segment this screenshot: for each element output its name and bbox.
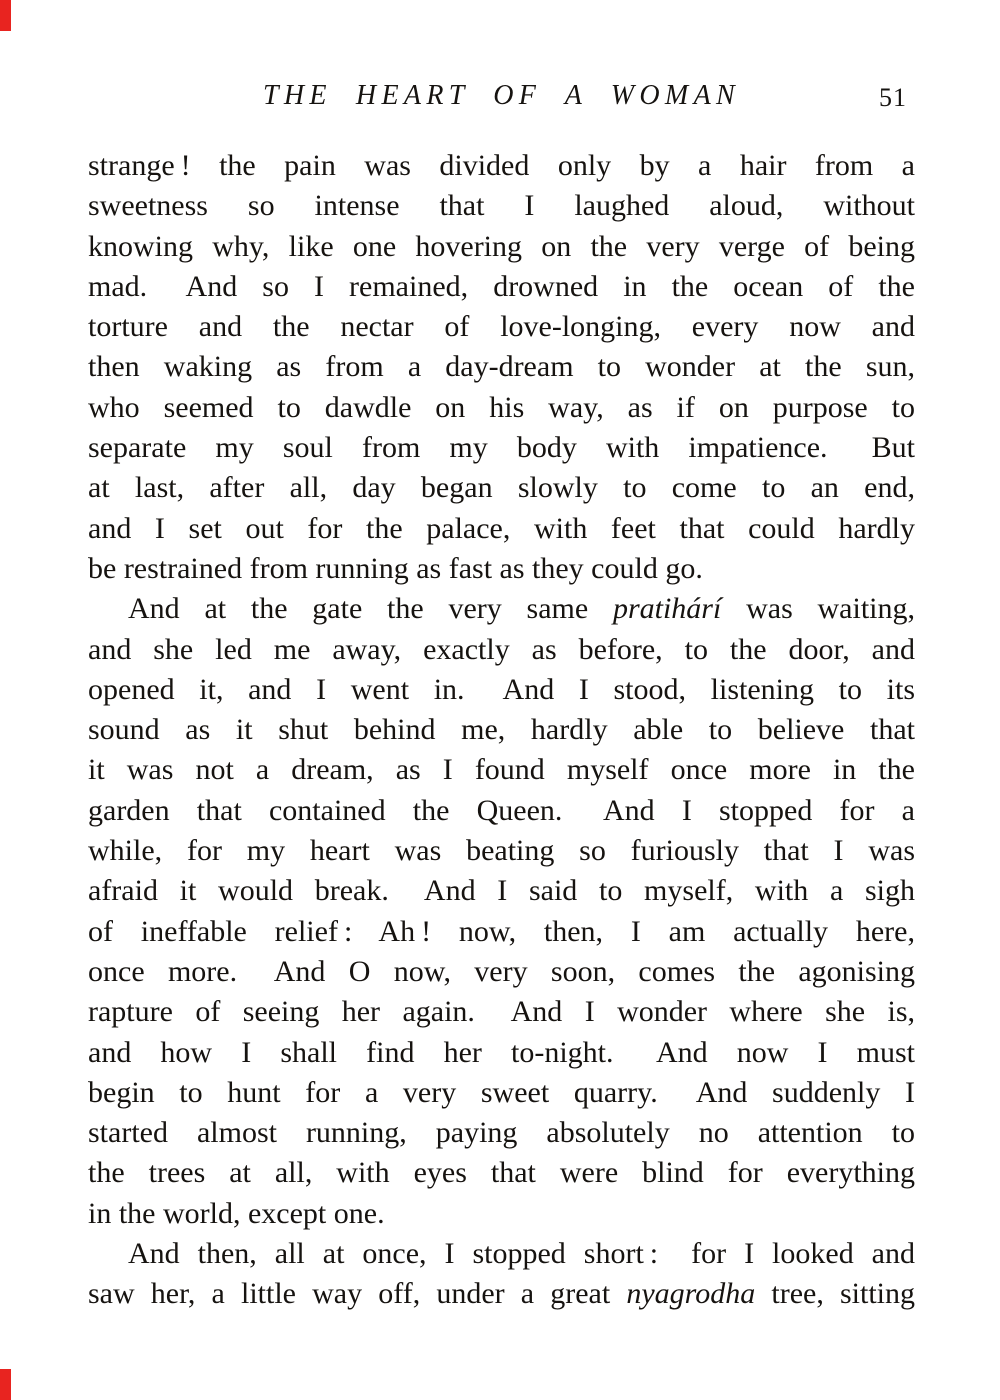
text-line — [88, 871, 915, 911]
text-line — [88, 307, 915, 347]
text-segment: sweetness so intense that I laughed aloud, without — [88, 189, 915, 223]
text-segment: was waiting, — [721, 592, 916, 626]
text-line — [88, 630, 915, 670]
text-segment: it was not a dream, as I found myself once more in the — [88, 753, 915, 787]
text-line — [88, 952, 915, 992]
text-line — [88, 428, 915, 468]
text-segment: once more. And O now, very soon, comes the agonising — [88, 954, 915, 988]
text-line — [88, 992, 915, 1032]
text-segment: afraid it would break. And I said to myself, with a sigh — [88, 874, 915, 908]
text-line — [88, 549, 915, 589]
text-line — [88, 509, 915, 549]
italic-term: nyagrodha — [626, 1277, 756, 1311]
text-line — [88, 1113, 915, 1153]
text-line — [88, 912, 915, 952]
text-line — [88, 1073, 915, 1113]
text-line — [88, 227, 915, 267]
text-segment: while, for my heart was beating so furiously that I was — [88, 834, 915, 868]
text-line — [88, 347, 915, 387]
text-line — [88, 267, 915, 307]
text-segment: And at the gate the very same — [128, 592, 613, 626]
text-line — [88, 589, 915, 629]
text-line — [88, 1194, 915, 1234]
text-line — [88, 186, 915, 226]
page-body — [88, 146, 915, 1315]
text-line — [88, 670, 915, 710]
text-line — [88, 1033, 915, 1073]
text-segment: tree, sitting — [755, 1277, 915, 1311]
text-line — [88, 791, 915, 831]
text-line — [88, 750, 915, 790]
text-segment: saw her, a little way off, under a great — [88, 1277, 627, 1311]
text-segment: torture and the nectar of love-longing, every now and — [88, 310, 915, 344]
running-title: THE HEART OF A WOMAN — [263, 80, 740, 111]
text-line — [88, 1234, 915, 1274]
text-line — [88, 831, 915, 871]
page-number: 51 — [879, 83, 907, 112]
text-segment: knowing why, like one hovering on the very verge of being — [88, 229, 915, 263]
text-segment: at last, after all, day began slowly to come to an end, — [88, 471, 915, 505]
scan-edge-mark-bottom — [0, 1369, 11, 1400]
text-line — [88, 468, 915, 508]
running-header — [88, 78, 915, 114]
text-segment: strange ! the pain was divided only by a hair from a — [88, 149, 915, 182]
text-segment: opened it, and I went in. And I stood, listening to its — [88, 672, 915, 706]
text-segment: begin to hunt for a very sweet quarry. And suddenly I — [88, 1075, 915, 1109]
text-segment: and how I shall find her to-night. And now I must — [88, 1035, 915, 1069]
text-segment: mad. And so I remained, drowned in the ocean of the — [88, 269, 915, 303]
scan-edge-mark-top — [0, 0, 11, 31]
text-line — [88, 388, 915, 428]
text-line — [88, 1274, 915, 1314]
text-segment: rapture of seeing her again. And I wonder where she is, — [88, 995, 915, 1029]
text-segment: and she led me away, exactly as before, to the door, and — [88, 632, 915, 666]
text-segment: started almost running, paying absolutely no attention to — [88, 1116, 915, 1150]
text-segment: be restrained from running as fast as they could go. — [88, 551, 703, 585]
text-segment: separate my soul from my body with impatience. But — [88, 431, 915, 465]
text-segment: And then, all at once, I stopped short : for I looked and — [128, 1237, 915, 1271]
text-line — [88, 146, 915, 186]
text-line — [88, 1153, 915, 1193]
text-segment: the trees at all, with eyes that were blind for everything — [88, 1156, 915, 1190]
text-segment: and I set out for the palace, with feet that could hardly — [88, 511, 915, 545]
text-line — [88, 710, 915, 750]
italic-term: pratihárí — [612, 592, 722, 626]
text-segment: then waking as from a day-dream to wonder at the sun, — [88, 350, 915, 384]
text-segment: in the world, except one. — [88, 1196, 385, 1230]
text-segment: who seemed to dawdle on his way, as if on purpose to — [88, 390, 915, 424]
text-segment: of ineffable relief : Ah ! now, then, I am actually here, — [88, 914, 915, 948]
text-segment: garden that contained the Queen. And I stopped for a — [88, 793, 915, 827]
text-segment: sound as it shut behind me, hardly able to believe that — [88, 713, 915, 747]
